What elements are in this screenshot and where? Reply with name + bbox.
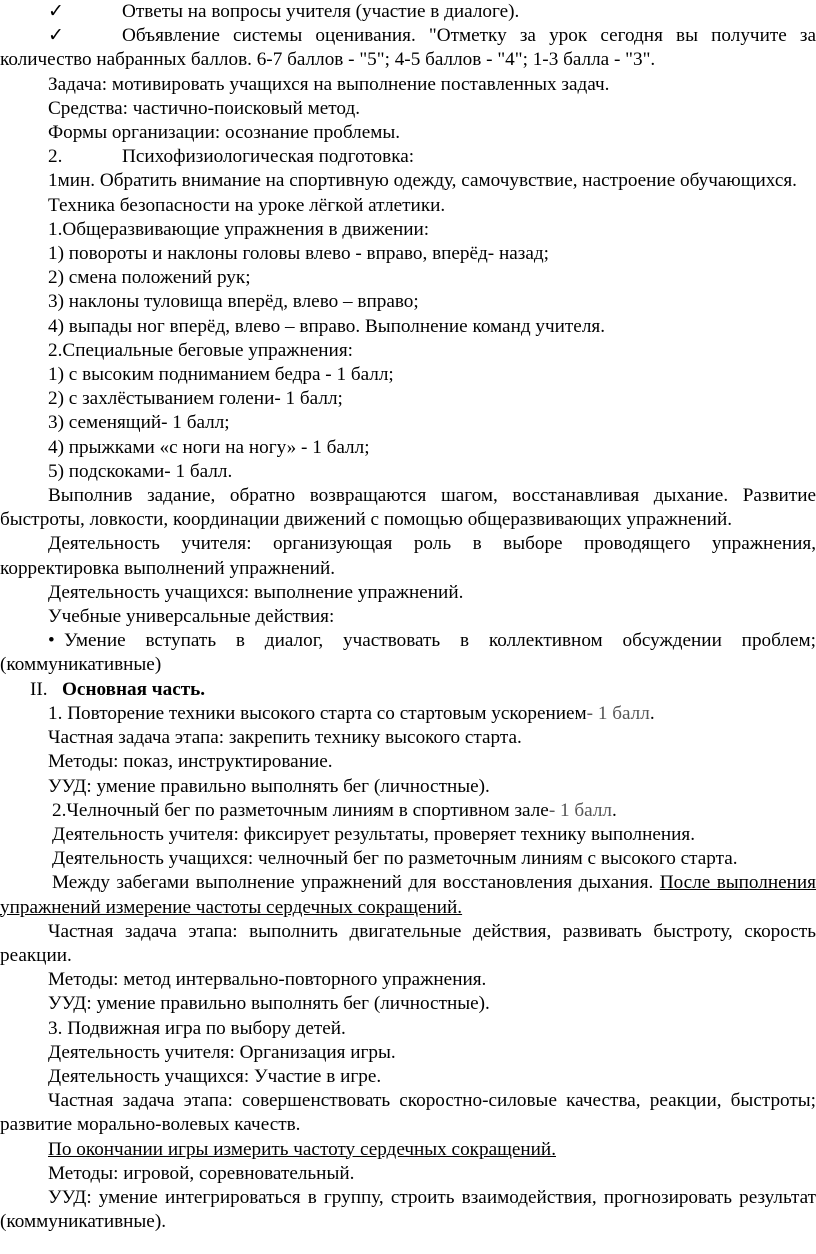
- list-item: 4) прыжками «с ноги на ногу» - 1 балл;: [48, 436, 370, 458]
- main-item-3: 3. Подвижная игра по выбору детей.: [48, 1017, 346, 1039]
- student-activity-line: Деятельность учащихся: Участие в игре.: [48, 1065, 382, 1087]
- forms-line: Формы организации: осознание проблемы.: [48, 122, 401, 144]
- task-line: Задача: мотивировать учащихся на выполнение поставленных задач.: [48, 73, 610, 95]
- list-item: 2) смена положений рук;: [48, 267, 251, 289]
- paragraph-breathing: Выполнив задание, обратно возвращаются шагом, восстанавливая дыхание. Развитие быстроты, ловкости, координации движений с помощью общеразвивающих упражнений.: [0, 485, 816, 531]
- running-heading: 2.Специальные беговые упражнения:: [48, 339, 353, 361]
- methods-line: Методы: показ, инструктирование.: [48, 751, 333, 773]
- means-line: Средства: частично-поисковый метод.: [48, 97, 361, 119]
- list-item: 3) наклоны туловища вперёд, влево – вправо;: [48, 291, 419, 313]
- list-item: 5) подскоками- 1 балл.: [48, 460, 233, 482]
- methods-line: Методы: метод интервально-повторного упражнения.: [48, 969, 487, 991]
- list-item: 1) с высоким подниманием бедра - 1 балл;: [48, 364, 394, 386]
- uud-heading: Учебные универсальные действия:: [48, 606, 335, 628]
- partial-task-line: Частная задача этапа: закрепить технику высокого старта.: [48, 727, 522, 749]
- checklist-item-answers: ✓ Ответы на вопросы учителя (участие в диалоге).: [0, 0, 816, 24]
- section-heading-psycho: 2. Психофизиологическая подготовка:: [48, 146, 415, 168]
- list-item: 1) повороты и наклоны головы влево - вправо, вперёд- назад;: [48, 243, 549, 265]
- bullet-icon: •: [48, 630, 55, 652]
- exercise-heading: 1.Общеразвивающие упражнения в движении:: [48, 218, 430, 240]
- checkmark-icon: ✓: [48, 25, 65, 47]
- uud-line: УУД: умение правильно выполнять бег (личностные).: [48, 993, 490, 1015]
- paragraph-between-runs: Между забегами выполнение упражнений для восстановления дыхания. После выполнения упражнений измерение частоты сердечных сокращений.: [0, 872, 816, 918]
- uud-line: УУД: умение правильно выполнять бег (личностные).: [48, 775, 490, 797]
- paragraph-partial-task: Частная задача этапа: выполнить двигательные действия, развивать быстроту, скорость реакции.: [0, 920, 816, 966]
- safety-line: Техника безопасности на уроке лёгкой атлетики.: [48, 194, 446, 216]
- list-item: 2) с захлёстыванием голени- 1 балл;: [48, 388, 343, 410]
- checklist-item-grading: ✓ Объявление системы оценивания. "Отметку за урок сегодня вы получите за количество набранных баллов. 6-7 баллов - "5"; 4-5 баллов - "4"; 1-3 балла - "3".: [0, 25, 816, 71]
- paragraph-teacher-activity: Деятельность учителя: организующая роль в выборе проводящего упражнения, корректировка выполнений упражнений.: [0, 533, 816, 579]
- heart-rate-line: По окончании игры измерить частоту сердечных сокращений.: [48, 1138, 556, 1160]
- teacher-activity-line: Деятельность учителя: фиксирует результаты, проверяет технику выполнения.: [52, 823, 696, 845]
- student-activity-line: Деятельность учащихся: челночный бег по разметочным линиям с высокого старта.: [52, 848, 738, 870]
- methods-line: Методы: игровой, соревновательный.: [48, 1162, 355, 1184]
- paragraph-attention: 1мин. Обратить внимание на спортивную одежду, самочувствие, настроение обучающихся.: [48, 170, 797, 192]
- paragraph-uud-communicative: УУД: умение интегрироваться в группу, строить взаимодействия, прогнозировать результат (коммуникативные).: [0, 1186, 816, 1233]
- teacher-activity-line: Деятельность учителя: Организация игры.: [48, 1041, 396, 1063]
- checkmark-icon: ✓: [48, 1, 65, 22]
- section-heading-main: II. Основная часть.: [30, 678, 206, 700]
- student-activity-line: Деятельность учащихся: выполнение упражнений.: [48, 581, 464, 603]
- main-item-2: 2.Челночный бег по разметочным линиям в спортивном зале- 1 балл.: [52, 799, 617, 821]
- main-item-1: 1. Повторение техники высокого старта со стартовым ускорением- 1 балл.: [48, 702, 655, 724]
- list-item: 4) выпады ног вперёд, влево – вправо. Выполнение команд учителя.: [48, 315, 606, 337]
- paragraph-partial-task-game: Частная задача этапа: совершенствовать скоростно-силовые качества, реакции, быстроты; развитие морально-волевых качеств.: [0, 1090, 816, 1136]
- list-item: 3) семенящий- 1 балл;: [48, 412, 230, 434]
- bullet-item-dialog: • Умение вступать в диалог, участвовать в коллективном обсуждении проблем; (коммуникативные): [0, 630, 816, 676]
